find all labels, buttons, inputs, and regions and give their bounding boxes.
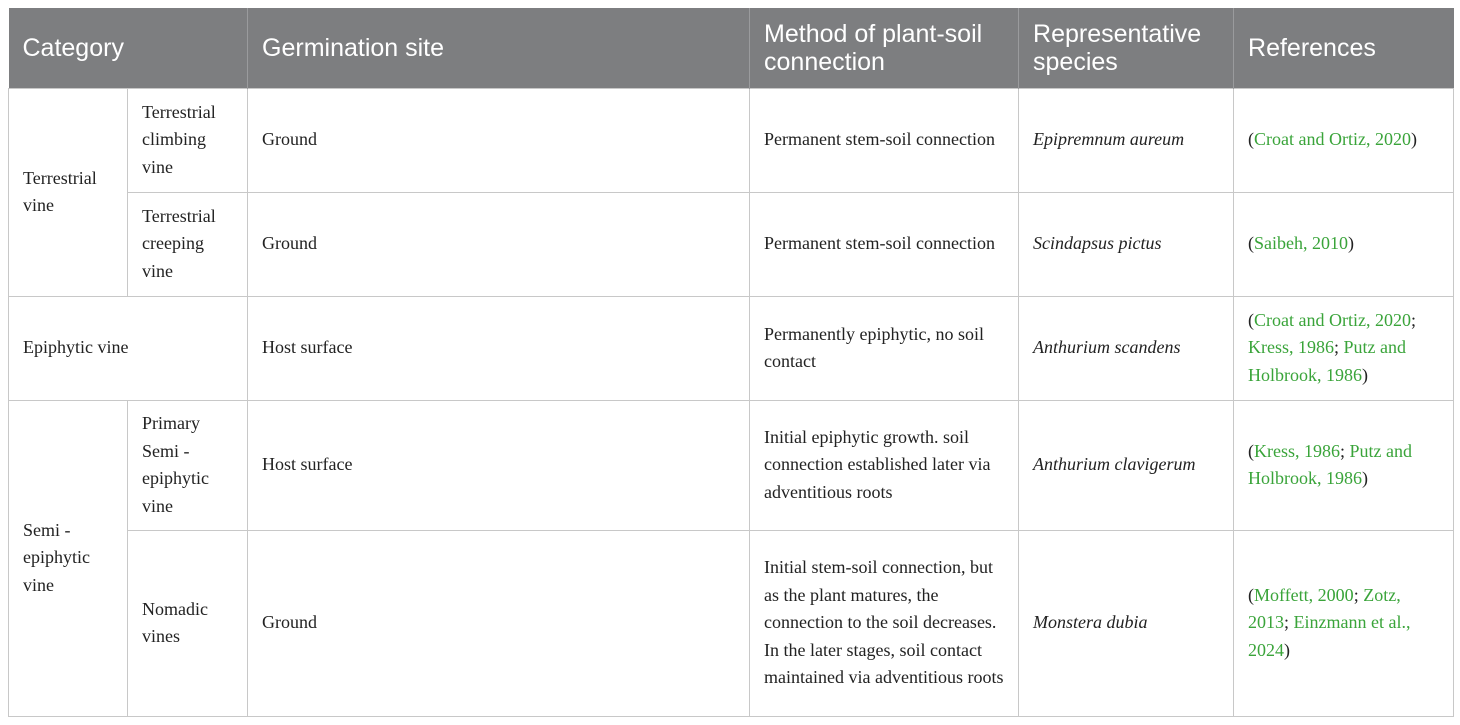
subcategory-cell: Terrestrial climbing vine xyxy=(128,88,248,192)
method-cell: Permanently epiphytic, no soil contact xyxy=(750,296,1019,400)
table-row xyxy=(9,88,1454,192)
paren-open: ( xyxy=(1248,129,1255,150)
table-row xyxy=(9,530,1454,716)
paren-close: ) xyxy=(1362,468,1369,488)
germination-cell: Ground xyxy=(248,88,750,192)
reference-link[interactable]: Kress, 1986 xyxy=(1248,337,1335,358)
reference-link[interactable]: Croat and Ortiz, 2020 xyxy=(1254,129,1411,150)
paren-open: ( xyxy=(1248,309,1255,330)
paren-open: ( xyxy=(1248,233,1255,254)
reference-link[interactable]: Moffett, 2000 xyxy=(1254,584,1354,605)
paren-close: ) xyxy=(1362,364,1369,385)
references-cell xyxy=(1234,400,1454,530)
paren-close: ) xyxy=(1348,233,1355,254)
category-cell: Semi -epiphytic vine xyxy=(9,400,128,716)
germination-cell: Host surface xyxy=(248,296,750,400)
species-cell: Scindapsus pictus xyxy=(1019,192,1234,296)
paren-close: ) xyxy=(1284,639,1291,660)
header-species: Representative species xyxy=(1019,8,1234,88)
reference-link[interactable]: Saibeh, 2010 xyxy=(1254,233,1349,254)
reference-link[interactable]: Putz and Holbrook, 1986 xyxy=(1248,337,1407,385)
references-cell xyxy=(1234,530,1454,716)
header-method: Method of plant-soil connection xyxy=(750,8,1019,88)
category-cell: Terrestrial vine xyxy=(9,88,128,296)
header-category: Category xyxy=(9,8,248,88)
references-cell xyxy=(1234,296,1454,400)
category-cell: Epiphytic vine xyxy=(9,296,248,400)
germination-cell: Ground xyxy=(248,530,750,716)
method-cell: Permanent stem-soil connection xyxy=(750,192,1019,296)
species-cell: Monstera dubia xyxy=(1019,530,1234,716)
ref-separator: ; xyxy=(1353,584,1364,605)
table-row xyxy=(9,192,1454,296)
subcategory-cell: Nomadic vines xyxy=(128,530,248,716)
ref-separator: ; xyxy=(1334,337,1344,358)
references-cell xyxy=(1234,192,1454,296)
subcategory-cell: Primary Semi -epiphytic vine xyxy=(128,400,248,530)
reference-link[interactable]: Zotz, 2013 xyxy=(1248,584,1401,633)
paren-open: ( xyxy=(1248,440,1255,461)
reference-link[interactable]: Putz and Holbrook, 1986 xyxy=(1248,440,1413,488)
table-row xyxy=(9,400,1454,530)
method-cell: Permanent stem-soil connection xyxy=(750,88,1019,192)
species-cell: Anthurium clavigerum xyxy=(1019,400,1234,530)
header-germination-site: Germination site xyxy=(248,8,750,88)
subcategory-cell: Terrestrial creeping vine xyxy=(128,192,248,296)
reference-link[interactable]: Einzmann et al., 2024 xyxy=(1248,612,1411,660)
reference-link[interactable]: Croat and Ortiz, 2020 xyxy=(1254,309,1411,330)
ref-separator: ; xyxy=(1340,440,1350,461)
germination-cell: Host surface xyxy=(248,400,750,530)
species-cell: Anthurium scandens xyxy=(1019,296,1234,400)
ref-separator: ; xyxy=(1410,309,1416,330)
classification-table xyxy=(8,8,1454,717)
ref-separator: ; xyxy=(1284,612,1294,633)
reference-link[interactable]: Kress, 1986 xyxy=(1254,440,1341,461)
method-cell: Initial stem-soil connection, but as the plant matures, the connection to the soil decreases. In the later stages, soil contact maintained via adventitious roots xyxy=(750,530,1019,716)
header-row xyxy=(9,8,1454,88)
paren-open: ( xyxy=(1248,584,1255,605)
germination-cell: Ground xyxy=(248,192,750,296)
paren-close: ) xyxy=(1410,129,1417,150)
species-cell: Epipremnum aureum xyxy=(1019,88,1234,192)
table-row xyxy=(9,296,1454,400)
references-cell xyxy=(1234,88,1454,192)
header-references: References xyxy=(1234,8,1454,88)
method-cell: Initial epiphytic growth. soil connection established later via adventitious roots xyxy=(750,400,1019,530)
